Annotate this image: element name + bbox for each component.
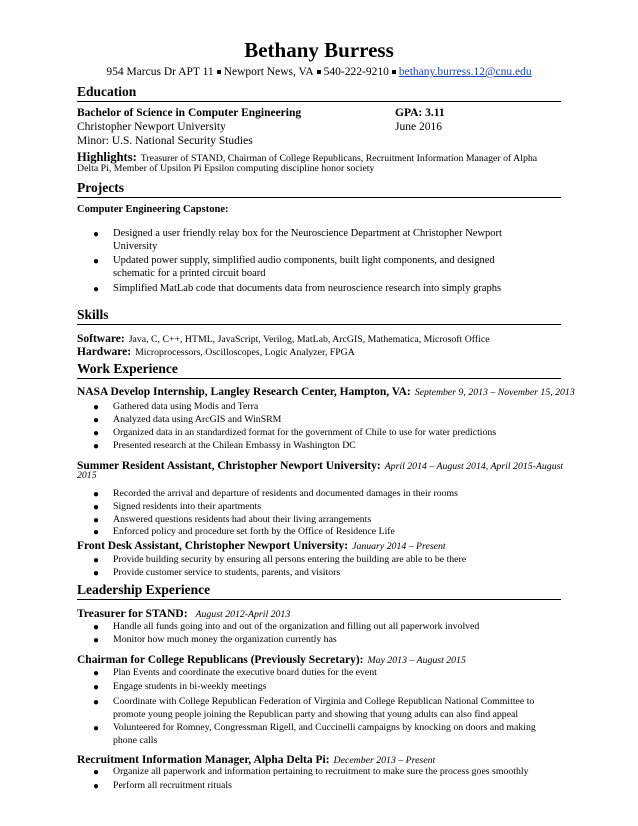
section-divider [77,197,561,198]
job-title: Front Desk Assistant, Christopher Newport University: [77,540,349,552]
job-date: September 9, 2013 – November 15, 2013 [414,387,575,398]
resume-name: Bethany Burress [244,38,394,62]
role-title: Treasurer for STAND: [77,608,188,620]
highlights-text-cont: Delta Pi, Member of Upsilon Pi Epsilon computing discipline honor society [77,163,375,174]
job-bullet: Organized data in an standardized format for the government of Chile to use for water predictions [113,427,497,438]
gpa: GPA: 3.11 [395,107,445,119]
hardware-label: Hardware: [77,346,132,358]
hardware-skills [77,342,355,360]
highlights-label: Highlights: [77,150,137,164]
section-heading-projects: Projects [77,180,124,195]
role-bullet-cont: promote young people joining the Republican party and showing that young adults can also find appeal [113,709,519,720]
project-bullet-cont: schematic for a printed circuit board [113,268,266,279]
bullet-icon: ● [93,767,100,778]
job-bullet: Enforced policy and procedure set forth by the Office of Residence Life [113,526,395,537]
job-bullet: Signed residents into their apartments [113,501,262,512]
role-title: Recruitment Information Manager, Alpha Delta Pi: [77,754,330,766]
role-bullet: Volunteered for Romney, Congressman Rigell, and Cuccinelli campaigns by knocking on doors and making [113,722,536,733]
school: Christopher Newport University [77,121,226,133]
bullet-icon: ● [93,697,100,708]
bullet-icon: ● [93,723,100,734]
hardware-list: Microprocessors, Oscilloscopes, Logic Analyzer, FPGA [135,347,355,358]
minor: Minor: U.S. National Security Studies [77,135,253,147]
bullet-icon: ● [93,284,100,295]
degree: Bachelor of Science in Computer Engineering [77,107,302,119]
job-bullet: Recorded the arrival and departure of residents and documented damages in their rooms [113,488,458,499]
job-date-cont: 2015 [77,470,97,481]
address: 954 Marcus Dr APT 11 [106,66,214,78]
section-heading-skills: Skills [77,307,109,322]
role-bullet-cont: phone calls [113,735,158,746]
job-title: Summer Resident Assistant, Christopher Newport University: [77,460,381,472]
role-date: December 2013 – Present [333,755,436,766]
job-date: January 2014 – Present [352,541,446,552]
job-heading [77,382,575,400]
separator-square-icon [317,70,321,74]
role-bullet: Handle all funds going into and out of the organization and filling out all paperwork involved [113,621,480,632]
role-date: May 2013 – August 2015 [367,655,466,666]
contact-line [0,66,638,78]
bullet-icon: ● [93,415,100,426]
job-bullet: Provide building security by ensuring all persons entering the building are able to be there [113,554,467,565]
role-bullet: Coordinate with College Republican Federation of Virginia and College Republican National Committee to [113,696,535,707]
role-bullet: Perform all recruitment rituals [113,780,232,791]
job-title: NASA Develop Internship, Langley Research Center, Hampton, VA: [77,386,411,398]
bullet-icon: ● [93,781,100,792]
bullet-icon: ● [93,668,100,679]
separator-square-icon [217,70,221,74]
section-divider [77,324,561,325]
bullet-icon: ● [93,515,100,526]
section-divider [77,378,561,379]
role-title: Chairman for College Republicans (Previously Secretary): [77,654,364,666]
job-bullet: Analyzed data using ArcGIS and WinSRM [113,414,282,425]
job-bullet: Presented research at the Chilean Embassy in Washington DC [113,440,356,451]
job-bullet: Answered questions residents had about their living arrangements [113,514,372,525]
job-date: April 2014 – August 2014, April 2015-August [384,461,564,472]
highlights-text: Treasurer of STAND, Chairman of College Republicans, Recruitment Information Manager of Alpha [140,153,538,164]
bullet-icon: ● [93,622,100,633]
role-date: August 2012-April 2013 [195,609,291,620]
bullet-icon: ● [93,555,100,566]
bullet-icon: ● [93,402,100,413]
bullet-icon: ● [93,441,100,452]
bullet-icon: ● [93,635,100,646]
job-bullet: Gathered data using Modis and Terra [113,401,259,412]
bullet-icon: ● [93,428,100,439]
software-label: Software: [77,333,125,345]
bullet-icon: ● [93,502,100,513]
project-title: Computer Engineering Capstone: [77,204,229,215]
bullet-icon: ● [93,256,100,267]
section-heading-education: Education [77,84,137,99]
role-bullet: Organize all paperwork and information pertaining to recruitment to make sure the process goes smoothly [113,766,529,777]
bullet-icon: ● [93,489,100,500]
bullet-icon: ● [93,568,100,579]
job-heading [77,456,563,474]
job-heading [77,536,446,554]
project-bullet: Simplified MatLab code that documents data from neuroscience research into simply graphs [113,283,502,294]
bullet-icon: ● [93,527,100,538]
role-bullet: Plan Events and coordinate the executive board duties for the event [113,667,377,678]
project-bullet: Designed a user friendly relay box for the Neuroscience Department at Christopher Newport [113,228,502,239]
role-heading [77,650,466,668]
bullet-icon: ● [93,682,100,693]
role-bullet: Monitor how much money the organization currently has [113,634,337,645]
project-bullet-cont: University [113,241,158,252]
phone: 540-222-9210 [323,66,389,78]
section-divider [77,599,561,600]
bullet-icon: ● [93,229,100,240]
section-divider [77,101,561,102]
section-heading-work: Work Experience [77,361,178,376]
separator-square-icon [392,70,396,74]
role-bullet: Engage students in bi-weekly meetings [113,681,267,692]
job-bullet: Provide customer service to students, parents, and visitors [113,567,341,578]
section-heading-leadership: Leadership Experience [77,582,211,597]
city: Newport News, VA [223,66,314,78]
email-link[interactable]: bethany.burress.12@cnu.edu [398,66,532,78]
role-heading [77,604,290,622]
graduation-date: June 2016 [395,121,442,133]
software-list: Java, C, C++, HTML, JavaScript, Verilog, MatLab, ArcGIS, Mathematica, Microsoft Office [128,334,490,345]
project-bullet: Updated power supply, simplified audio components, built light components, and designed [113,255,495,266]
